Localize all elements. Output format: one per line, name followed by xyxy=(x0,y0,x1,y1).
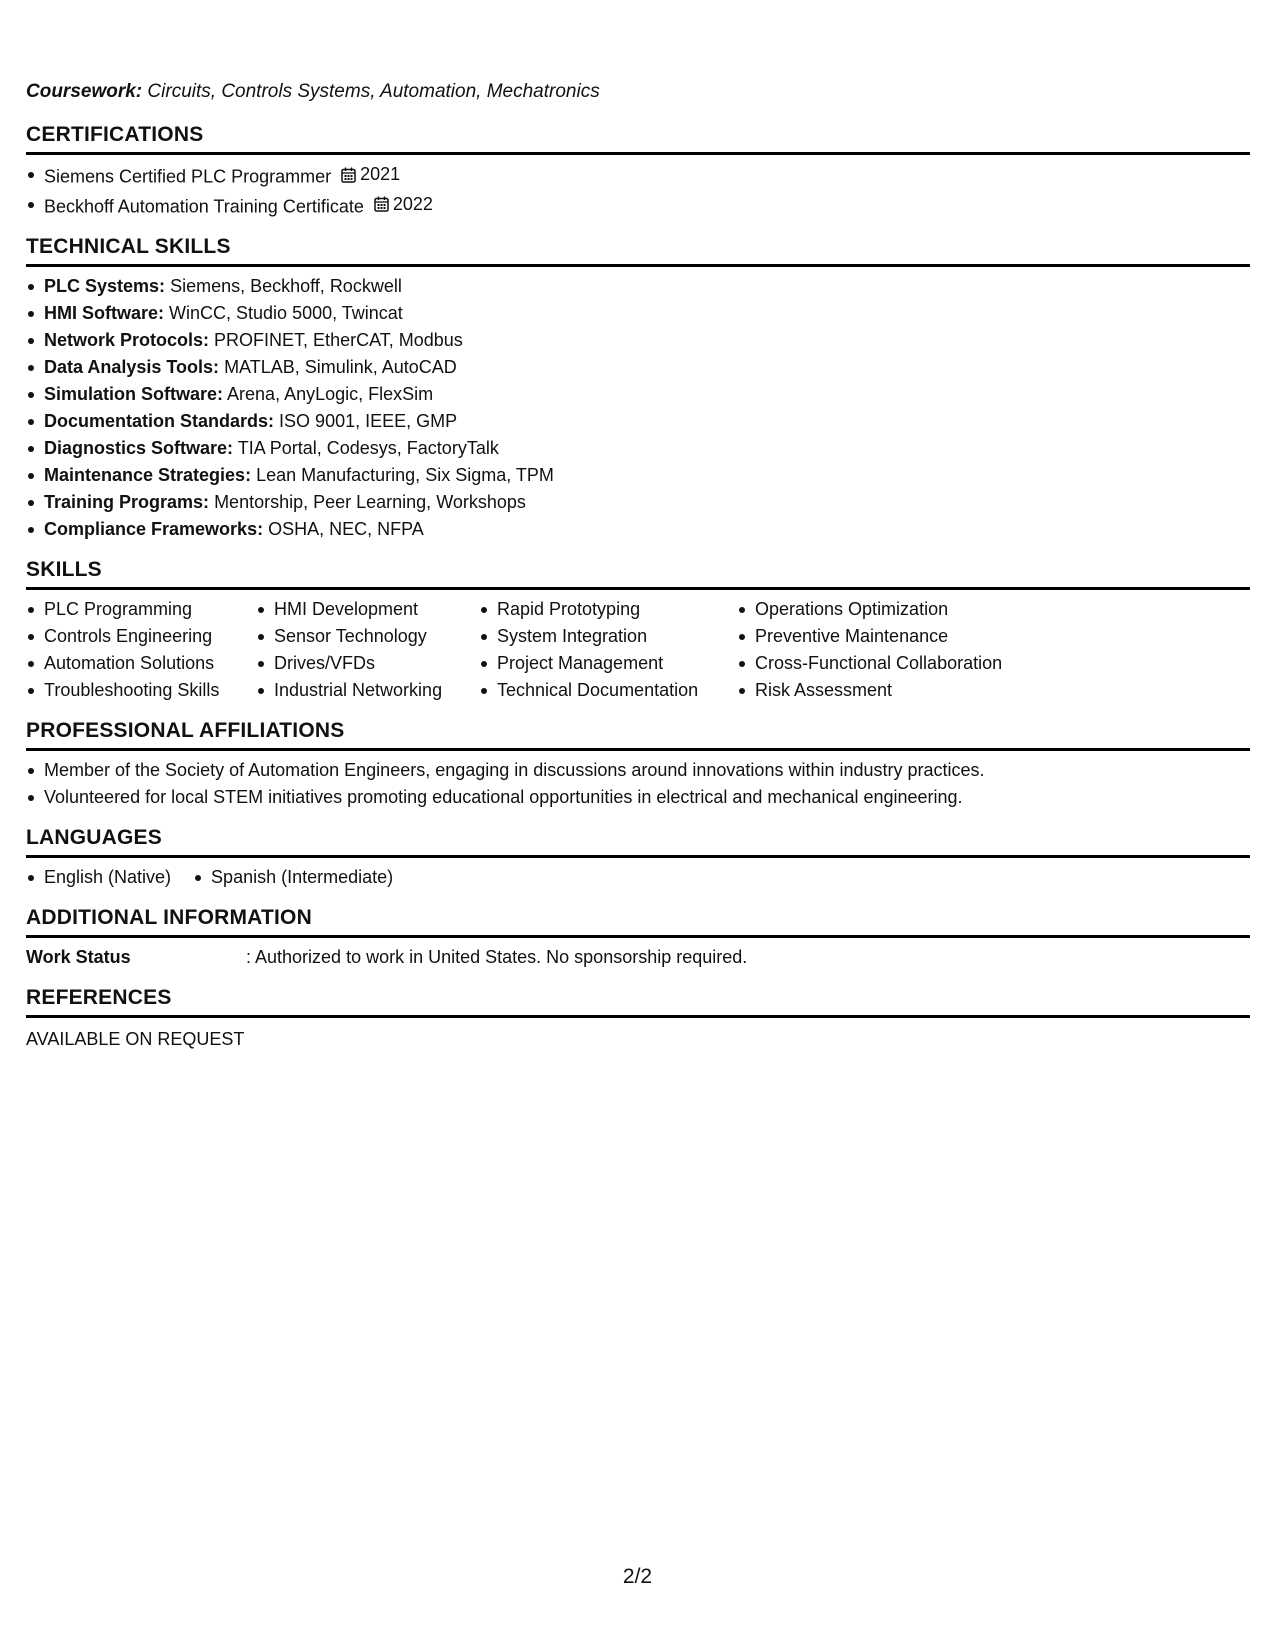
skills-heading: SKILLS xyxy=(26,557,1250,590)
technical-skill-label: PLC Systems: xyxy=(44,276,166,296)
technical-skill-item xyxy=(26,489,1250,516)
technical-skill-label: Documentation Standards: xyxy=(44,411,275,431)
skill-item: Preventive Maintenance xyxy=(737,623,1037,650)
languages-list xyxy=(26,864,415,891)
technical-skill-label: HMI Software: xyxy=(44,303,165,323)
technical-skill-value: Arena, AnyLogic, FlexSim xyxy=(227,384,434,404)
work-status-value: : Authorized to work in United States. No sponsorship required. xyxy=(246,947,748,967)
coursework-value: Circuits, Controls Systems, Automation, Mechatronics xyxy=(147,81,600,102)
affiliations-list xyxy=(26,757,1250,811)
technical-skill-item xyxy=(26,435,1250,462)
references-heading: REFERENCES xyxy=(26,985,1250,1018)
skill-item: HMI Development xyxy=(256,596,479,623)
additional-info-heading: ADDITIONAL INFORMATION xyxy=(26,905,1250,938)
skills-column xyxy=(256,596,479,704)
certification-item xyxy=(26,191,1250,221)
technical-skill-item xyxy=(26,408,1250,435)
technical-skill-value: Mentorship, Peer Learning, Workshops xyxy=(214,492,526,512)
references-section xyxy=(26,985,1250,1053)
certification-year-text: 2022 xyxy=(392,193,433,214)
skill-item: Controls Engineering xyxy=(26,623,256,650)
certifications-heading: CERTIFICATIONS xyxy=(26,122,1250,155)
certification-year xyxy=(341,161,400,188)
work-status-row xyxy=(26,944,1250,971)
additional-info-section xyxy=(26,905,1250,971)
skill-item: Technical Documentation xyxy=(479,677,737,704)
technical-skill-label: Maintenance Strategies: xyxy=(44,465,252,485)
technical-skill-value: OSHA, NEC, NFPA xyxy=(268,519,424,539)
certification-item xyxy=(26,161,1250,191)
coursework-label: Coursework: xyxy=(26,81,143,102)
affiliations-heading: PROFESSIONAL AFFILIATIONS xyxy=(26,718,1250,751)
skill-item: Rapid Prototyping xyxy=(479,596,737,623)
skill-item: System Integration xyxy=(479,623,737,650)
affiliation-item: Volunteered for local STEM initiatives promoting educational opportunities in electrical and mechanical engineering. xyxy=(26,784,1250,811)
technical-skill-value: MATLAB, Simulink, AutoCAD xyxy=(224,357,457,377)
skills-column xyxy=(479,596,737,704)
skills-section xyxy=(26,557,1250,704)
certification-name: Siemens Certified PLC Programmer xyxy=(44,166,332,187)
technical-skill-value: Lean Manufacturing, Six Sigma, TPM xyxy=(256,465,554,485)
technical-skill-item xyxy=(26,381,1250,408)
languages-heading: LANGUAGES xyxy=(26,825,1250,858)
certification-year xyxy=(374,191,433,218)
technical-skill-item xyxy=(26,516,1250,543)
skill-item: Automation Solutions xyxy=(26,650,256,677)
skill-item: Operations Optimization xyxy=(737,596,1037,623)
technical-skill-item xyxy=(26,327,1250,354)
technical-skill-item xyxy=(26,462,1250,489)
skill-item: Industrial Networking xyxy=(256,677,479,704)
skill-item: Drives/VFDs xyxy=(256,650,479,677)
languages-row xyxy=(26,864,1250,891)
technical-skill-item xyxy=(26,300,1250,327)
technical-skill-value: PROFINET, EtherCAT, Modbus xyxy=(214,330,463,350)
technical-skill-label: Diagnostics Software: xyxy=(44,438,234,458)
language-item: Spanish (Intermediate) xyxy=(193,864,393,891)
technical-skill-item xyxy=(26,273,1250,300)
technical-skill-value: WinCC, Studio 5000, Twincat xyxy=(169,303,403,323)
skill-item: PLC Programming xyxy=(26,596,256,623)
certifications-list xyxy=(26,161,1250,220)
technical-skills-heading: TECHNICAL SKILLS xyxy=(26,234,1250,267)
coursework-line xyxy=(26,78,1250,106)
affiliations-section xyxy=(26,718,1250,811)
skills-column xyxy=(26,596,256,704)
skill-item: Risk Assessment xyxy=(737,677,1037,704)
references-text: AVAILABLE ON REQUEST xyxy=(26,1029,245,1049)
certification-year-text: 2021 xyxy=(360,164,401,184)
certification-name: Beckhoff Automation Training Certificate xyxy=(44,196,364,216)
work-status-label: Work Status xyxy=(26,947,131,967)
skills-column xyxy=(737,596,1037,704)
page-number: 2/2 xyxy=(622,1565,653,1588)
calendar-icon xyxy=(341,167,356,183)
calendar-icon xyxy=(374,196,389,212)
technical-skill-item xyxy=(26,354,1250,381)
technical-skill-label: Data Analysis Tools: xyxy=(44,357,220,377)
technical-skill-label: Training Programs: xyxy=(44,492,210,512)
technical-skill-label: Network Protocols: xyxy=(44,330,210,350)
skill-item: Troubleshooting Skills xyxy=(26,677,256,704)
languages-section xyxy=(26,825,1250,891)
skill-item: Sensor Technology xyxy=(256,623,479,650)
affiliation-item: Member of the Society of Automation Engineers, engaging in discussions around innovations within industry practices. xyxy=(26,757,1250,784)
technical-skills-section xyxy=(26,234,1250,543)
skill-item: Project Management xyxy=(479,650,737,677)
technical-skills-list xyxy=(26,273,1250,543)
resume-page xyxy=(26,78,1250,1067)
technical-skill-label: Simulation Software: xyxy=(44,384,224,404)
technical-skill-value: TIA Portal, Codesys, FactoryTalk xyxy=(237,438,499,458)
skill-item: Cross-Functional Collaboration xyxy=(737,650,1037,677)
skills-grid xyxy=(26,596,1250,704)
certifications-section xyxy=(26,122,1250,220)
language-item: English (Native) xyxy=(26,864,171,891)
technical-skill-label: Compliance Frameworks: xyxy=(44,519,264,539)
technical-skill-value: Siemens, Beckhoff, Rockwell xyxy=(170,276,402,296)
technical-skill-value: ISO 9001, IEEE, GMP xyxy=(279,411,458,431)
